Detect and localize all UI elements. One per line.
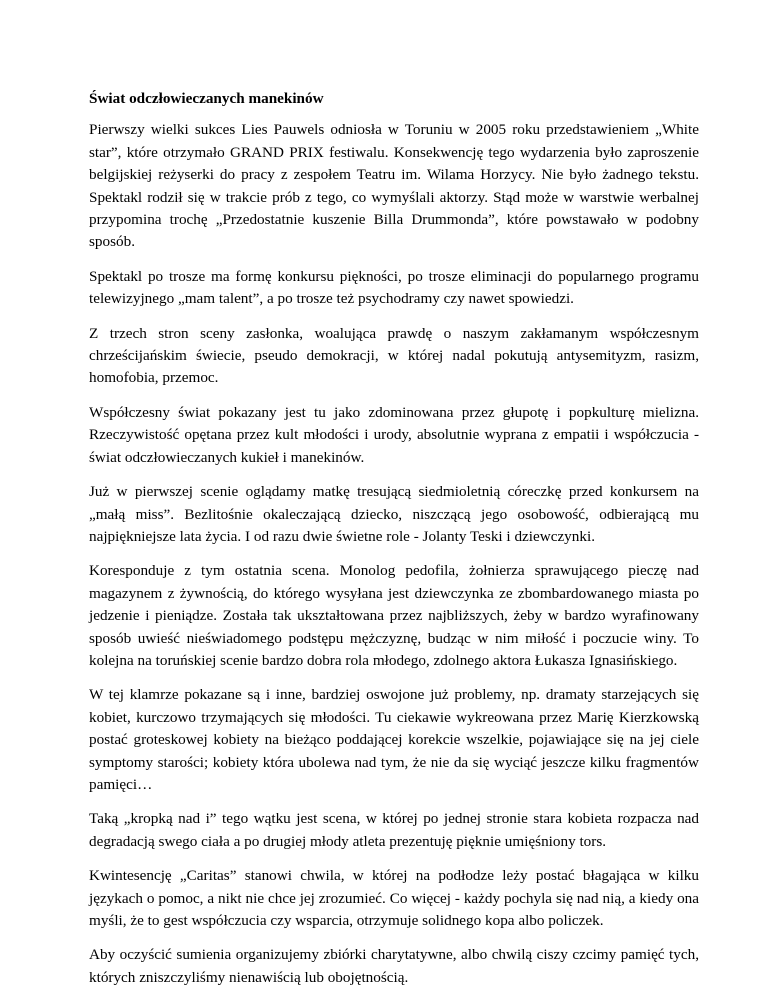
paragraph: Spektakl po trosze ma formę konkursu piękności, po trosze eliminacji do popularnego programu telewizyjnego „mam talent”, a po trosze też psychodramy czy nawet spowiedzi.: [89, 267, 699, 308]
paragraph: Pierwszy wielki sukces Lies Pauwels odniosła w Toruniu w 2005 roku przedstawieniem „White star”, które otrzymało GRAND PRIX festiwalu. Konsekwencję tego wydarzenia było zaproszenie belgijskiej reżyserki do pracy z zespołem Teatru im. Wilama Horzycy. Nie było żadnego tekstu. Spektakl rodził się w trakcie prób z tego, co wymyślali aktorzy. Stąd może w warstwie werbalnej przypomina trochę „Przedostatnie kuszenie Billa Drummonda”, które powstawało w podobny sposób.: [89, 121, 699, 251]
paragraph: Aby oczyścić sumienia organizujemy zbiórki charytatywne, albo chwilą ciszy czcimy pamięć tych, których zniszczyliśmy nienawiścią lub obojętnością.: [89, 946, 699, 986]
paragraph: Kwintesencję „Caritas” stanowi chwila, w której na podłodze leży postać błagająca w kilku językach o pomoc, a nikt nie chce jej zrozumieć. Co więcej - każdy pochyla się nad nią, a kiedy ona myśli, że to gest współczucia czy wsparcia, otrzymuje solidnego kopa albo policzek.: [89, 867, 699, 929]
paragraph: Koresponduje z tym ostatnia scena. Monolog pedofila, żołnierza sprawującego pieczę nad magazynem z żywnością, do którego wysyłana jest dziewczynka ze zbombardowanego miasta po jedzenie i pieniądze. Została tak ukształtowana przez najbliższych, żeby w bardzo wyrafinowany sposób uwieść nieświadomego podstępu mężczyznę, budząc w nim miłość i poczucie winy. To kolejna na toruńskiej scenie bardzo dobra rola młodego, zdolnego aktora Łukasza Ignasińskiego.: [89, 562, 699, 669]
paragraph: Taką „kropką nad i” tego wątku jest scena, w której po jednej stronie stara kobieta rozpacza nad degradacją swego ciała a po drugiej młody atleta prezentuję pięknie umięśniony tors.: [89, 810, 699, 850]
paragraph: Już w pierwszej scenie oglądamy matkę tresującą siedmioletnią córeczkę przed konkursem na „małą miss”. Bezlitośnie okaleczającą dziecko, niszczącą jego osobowość, odbierającą mu najpiękniejsze lata życia. I od razu dwie świetne role - Jolanty Teski i dziewczynki.: [89, 483, 699, 545]
paragraph: Z trzech stron sceny zasłonka, woalująca prawdę o naszym zakłamanym współczesnym chrześcijańskim świecie, pseudo demokracji, w której nadal pokutują antysemityzm, rasizm, homofobia, przemoc.: [89, 324, 699, 387]
document-page: [89, 88, 699, 1001]
document-title: Świat odczłowieczanych manekinów: [89, 90, 324, 107]
paragraph: Współczesny świat pokazany jest tu jako zdominowana przez głupotę i popkulturę mielizna. Rzeczywistość opętana przez kult młodości i urody, absolutnie wyprana z empatii i współczucia - świat odczłowieczanych kukieł i manekinów.: [89, 403, 699, 466]
paragraph: W tej klamrze pokazane są i inne, bardziej oswojone już problemy, np. dramaty starzejących się kobiet, kurczowo trzymających się młodości. Tu ciekawie wykreowana przez Marię Kierzkowską postać groteskowej kobiety na bieżąco poddającej korekcie wszelkie, pojawiające się na jej ciele symptomy starości; kobiety która ubolewa nad tym, że nie da się wyciąć jeszcze kilku fragmentów pamięci…: [89, 686, 699, 793]
